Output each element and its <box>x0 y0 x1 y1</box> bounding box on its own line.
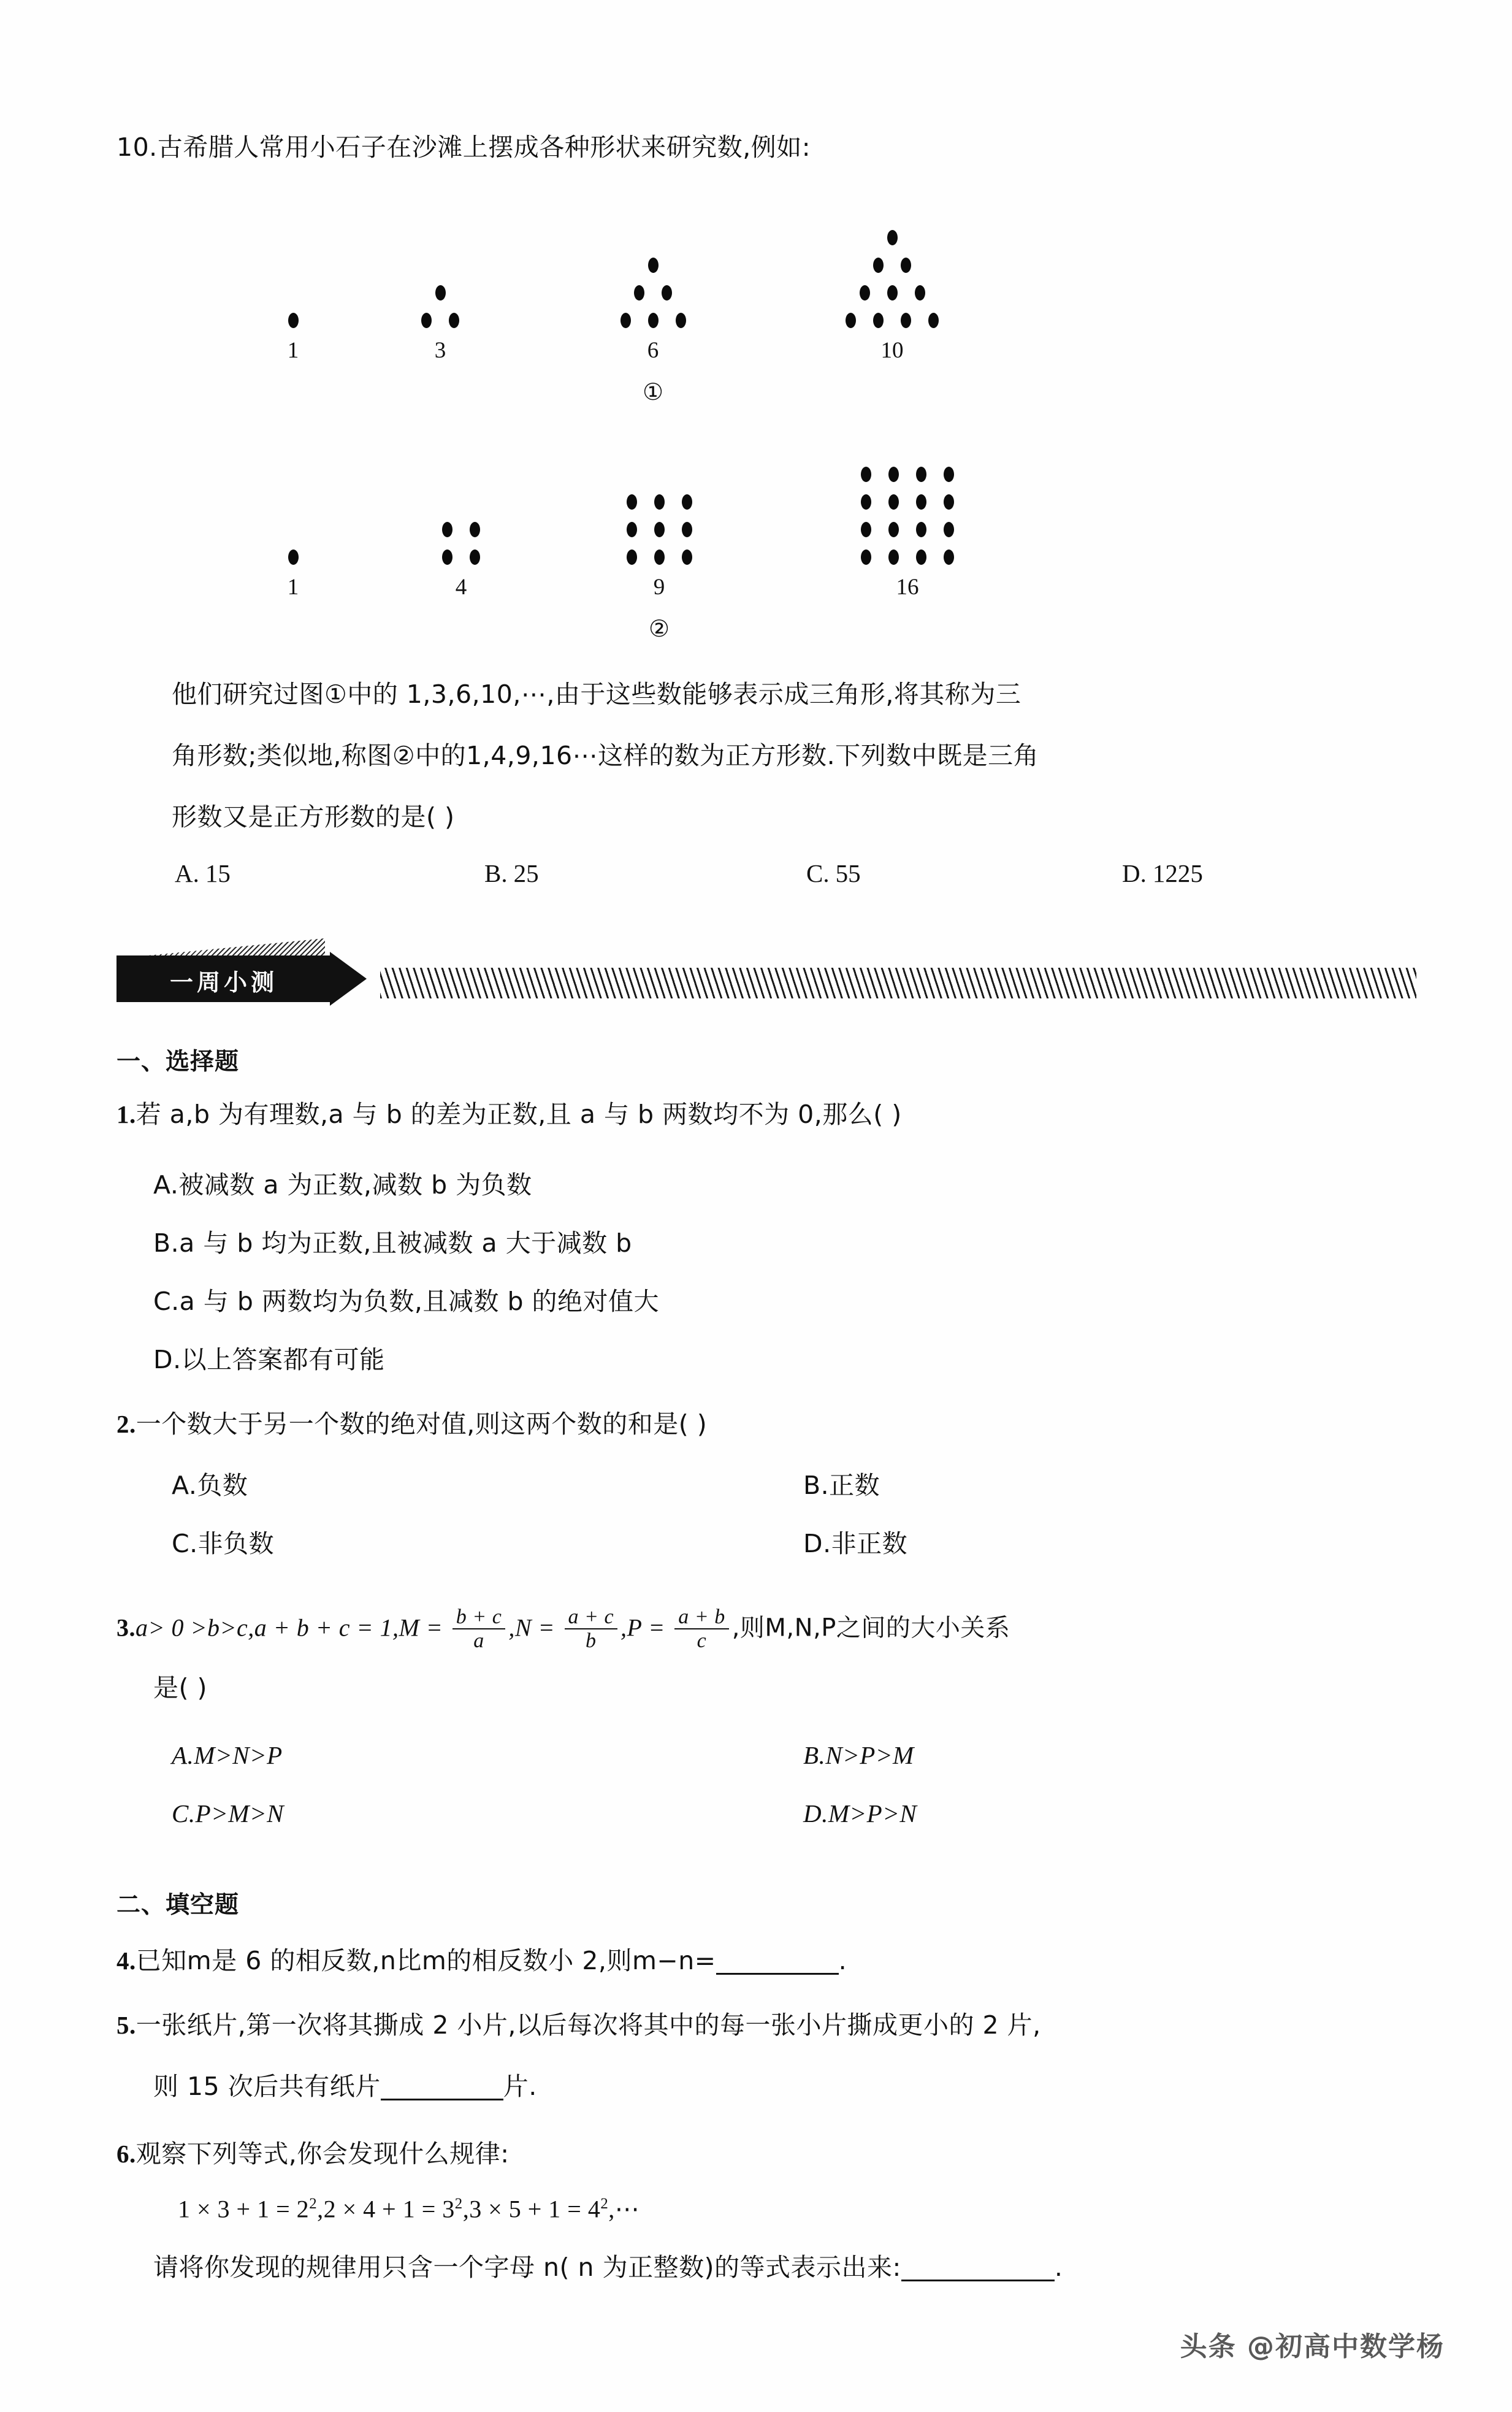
question-1-text: 若 a,b 为有理数,a 与 b 的差为正数,且 a 与 b 两数均不为 0,那么( ) <box>136 1100 902 1129</box>
choice-d-text: 1225 <box>1152 859 1203 887</box>
fraction-N <box>565 1606 618 1653</box>
choice-d-key: D. <box>1122 859 1147 887</box>
question-6-equation <box>178 2196 640 2222</box>
pebble-dot <box>288 549 299 565</box>
figure2-tag: ② <box>648 615 670 642</box>
pebble-dot <box>944 494 954 510</box>
question-3-text-part2: ,N = <box>508 1614 555 1642</box>
figure1-tag: ① <box>642 378 664 405</box>
pebble-dot <box>654 549 665 565</box>
pebble-dot <box>627 494 637 510</box>
banner-arrow-icon <box>330 952 367 1006</box>
pebble-dot <box>916 549 926 565</box>
pebble-dot <box>861 549 871 565</box>
pebble-dot <box>916 467 926 482</box>
fraction-M-denominator: a <box>452 1628 506 1652</box>
pebble-dot <box>861 494 871 510</box>
question-5-text-line2b: 片. <box>503 2072 537 2101</box>
pebble-dot <box>888 494 899 510</box>
choice-c-text: 55 <box>835 859 861 887</box>
question-2-option-a[interactable]: A.负数 <box>172 1471 248 1500</box>
question-4-answer-blank[interactable] <box>716 1952 839 1975</box>
section-heading-multiple-choice: 一、选择题 <box>116 1048 240 1076</box>
figure1-label-1: 1 <box>287 338 299 363</box>
question-2-number: 2. <box>116 1410 136 1438</box>
question-3-number: 3. <box>116 1614 136 1642</box>
problem-10-choice-a[interactable] <box>175 859 231 888</box>
question-5-number: 5. <box>116 2011 136 2039</box>
pebble-dot <box>470 549 480 565</box>
pebble-dot <box>682 549 692 565</box>
fraction-P <box>674 1606 728 1653</box>
pebble-dot <box>944 467 954 482</box>
question-4-text: 已知m是 6 的相反数,n比m的相反数小 2,则m−n= <box>136 1946 716 1975</box>
equation-exp-3: 2 <box>600 2196 609 2212</box>
pebble-dot <box>682 494 692 510</box>
question-2-stem <box>116 1411 707 1438</box>
fraction-P-numerator: a + b <box>678 1606 725 1628</box>
pebble-dot <box>627 549 637 565</box>
question-5-text-line1: 一张纸片,第一次将其撕成 2 小片,以后每次将其中的每一张小片撕成更小的 2 片, <box>136 2010 1041 2040</box>
question-5-answer-blank[interactable] <box>381 2078 503 2100</box>
figure2-label-1: 1 <box>287 575 299 600</box>
question-6-answer-blank[interactable] <box>901 2259 1055 2281</box>
section-heading-fill-in-blank: 二、填空题 <box>116 1891 240 1919</box>
question-4-number: 4. <box>116 1947 136 1975</box>
question-6-text-line3a: 请将你发现的规律用只含一个字母 n( n 为正整数)的等式表示出来: <box>153 2253 901 2282</box>
equation-part-2: ,2 × 4 + 1 = 3 <box>317 2195 455 2223</box>
question-3-text-part3: ,P = <box>620 1614 665 1642</box>
question-2-option-c[interactable]: C.非负数 <box>172 1529 275 1558</box>
question-3-option-b[interactable]: B.N>P>M <box>803 1741 914 1769</box>
choice-a-text: 15 <box>205 859 231 887</box>
choice-a-key: A. <box>175 859 199 887</box>
question-6-stem-line1 <box>116 2140 510 2168</box>
equation-part-4: ,⋯ <box>608 2195 640 2223</box>
problem-10-paragraph-line-1: 他们研究过图①中的 1,3,6,10,⋯,由于这些数能够表示成三角形,将其称为三 <box>172 680 1021 709</box>
figure2-label-9: 9 <box>653 575 665 600</box>
equation-part-3: ,3 × 5 + 1 = 4 <box>462 2195 601 2223</box>
problem-10-paragraph-line-3: 形数又是正方形数的是( ) <box>172 802 455 832</box>
pebble-dot <box>654 494 665 510</box>
question-2-option-d[interactable]: D.非正数 <box>803 1529 908 1558</box>
pebble-dot <box>470 522 480 537</box>
equation-part-1: 1 × 3 + 1 = 2 <box>178 2195 310 2223</box>
question-4-period: . <box>838 1946 847 1975</box>
question-5-text-line2a: 则 15 次后共有纸片 <box>153 2072 381 2101</box>
fraction-M <box>452 1606 506 1653</box>
question-1-option-d[interactable]: D.以上答案都有可能 <box>153 1345 385 1374</box>
problem-10-stem: 10.古希腊人常用小石子在沙滩上摆成各种形状来研究数,例如: <box>116 132 811 162</box>
question-1-number: 1. <box>116 1100 136 1128</box>
figure1-label-10: 10 <box>880 338 904 363</box>
banner-hatch-decoration <box>380 968 1416 998</box>
pebble-dot <box>944 549 954 565</box>
figure-square-numbers <box>0 0 1512 675</box>
pebble-dot <box>442 522 452 537</box>
pebble-dot <box>442 549 452 565</box>
question-1-option-c[interactable]: C.a 与 b 两数均为负数,且减数 b 的绝对值大 <box>153 1287 660 1316</box>
pebble-dot <box>916 494 926 510</box>
figure2-label-16: 16 <box>896 575 919 600</box>
pebble-dot <box>861 522 871 537</box>
question-3-text-part4: ,则M,N,P之间的大小关系 <box>731 1614 1010 1642</box>
question-5-stem-line2 <box>153 2073 537 2100</box>
question-2-option-b[interactable]: B.正数 <box>803 1471 880 1500</box>
question-2-text: 一个数大于另一个数的绝对值,则这两个数的和是( ) <box>136 1409 708 1439</box>
fraction-M-numerator: b + c <box>456 1606 502 1628</box>
fraction-N-denominator: b <box>565 1628 618 1652</box>
question-6-text-line1: 观察下列等式,你会发现什么规律: <box>136 2139 510 2169</box>
pebble-dot <box>861 467 871 482</box>
pebble-dot <box>916 522 926 537</box>
problem-10-paragraph-line-2: 角形数;类似地,称图②中的1,4,9,16⋯这样的数为正方形数.下列数中既是三角 <box>172 741 1039 770</box>
weekly-quiz-banner <box>92 938 1429 1006</box>
question-3-stem <box>116 1607 1010 1654</box>
question-3-option-d[interactable]: D.M>P>N <box>803 1799 917 1828</box>
fraction-P-denominator: c <box>674 1628 728 1652</box>
problem-10-choice-c[interactable] <box>806 859 861 888</box>
figure2-label-4: 4 <box>455 575 467 600</box>
question-1-option-a[interactable]: A.被减数 a 为正数,减数 b 为负数 <box>153 1170 532 1200</box>
figure1-label-6: 6 <box>647 338 659 363</box>
question-5-stem-line1 <box>116 2012 1041 2039</box>
choice-b-text: 25 <box>513 859 539 887</box>
choice-b-key: B. <box>484 859 508 887</box>
pebble-dot <box>682 522 692 537</box>
question-3-text-part1: a> 0 >b>c,a + b + c = 1,M = <box>136 1614 443 1642</box>
question-1-stem <box>116 1101 902 1128</box>
question-4-stem <box>116 1947 847 1975</box>
pebble-dot <box>654 522 665 537</box>
pebble-dot <box>888 467 899 482</box>
choice-c-key: C. <box>806 859 830 887</box>
question-3-option-c[interactable]: C.P>M>N <box>172 1799 284 1828</box>
question-3-option-a[interactable]: A.M>N>P <box>172 1741 283 1769</box>
watermark: 头条 @初高中数学杨 <box>1180 2331 1445 2362</box>
question-6-stem-line3 <box>153 2254 1063 2281</box>
question-3-stem-line2: 是( ) <box>153 1673 208 1702</box>
banner-label: 一周小测 <box>169 968 278 996</box>
question-6-period: . <box>1054 2253 1063 2282</box>
question-6-number: 6. <box>116 2140 136 2168</box>
question-1-option-b[interactable]: B.a 与 b 均为正数,且被减数 a 大于减数 b <box>153 1228 632 1258</box>
pebble-dot <box>888 522 899 537</box>
equation-exp-1: 2 <box>309 2196 318 2212</box>
pebble-dot <box>627 522 637 537</box>
pebble-dot <box>944 522 954 537</box>
fraction-N-numerator: a + c <box>568 1606 614 1628</box>
equation-exp-2: 2 <box>454 2196 463 2212</box>
problem-10-choice-d[interactable] <box>1122 859 1203 888</box>
figure1-label-3: 3 <box>434 338 446 363</box>
problem-10-choice-b[interactable] <box>484 859 539 888</box>
pebble-dot <box>888 549 899 565</box>
